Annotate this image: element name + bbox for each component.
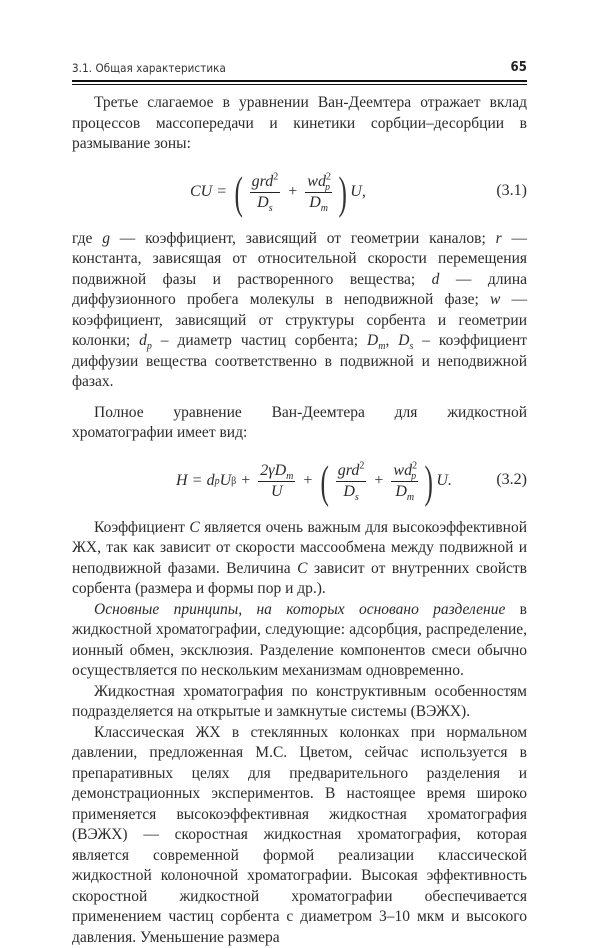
- eq-equals: =: [217, 182, 226, 203]
- sub: s: [269, 203, 273, 214]
- left-paren: (: [321, 450, 329, 514]
- eq-equals: =: [193, 471, 202, 492]
- eq-tail: U.: [436, 471, 452, 492]
- paragraph-7: Классическая ЖХ в стеклянных колонках при нормальном давлении, предложенная М.С. Цветом, сейчас используется в препаративных целях для предварительного разделения и демонстрационных экспериментов. В настоящее время широко применяется высокоэффективная жидкостная хроматография (ВЭЖХ) — скоростная жидкостная хроматография, которая является современной формой реализации классической жидкостной колоночной хроматографии. Высокая эффективность скоростной жидкостной хроматографии обеспечивается применением частиц сорбента с диаметром 3–10 мкм и высокого давления. Уменьшение размера: [72, 723, 527, 948]
- header-rule-thick: [72, 80, 527, 82]
- text: — коэффициент, зависящий от геометрии каналов;: [110, 230, 496, 247]
- var-r: r: [496, 230, 502, 247]
- sup: 2: [273, 172, 278, 183]
- frac-num: grd: [252, 173, 274, 190]
- text: зависит от внутренних свойств сорбента (размера и формы пор и др.).: [72, 560, 527, 598]
- sub: s: [409, 341, 413, 352]
- page-number: 65: [511, 60, 527, 75]
- text: — коэффициент, зависящий от структуры сорбента и геометрии колонки;: [72, 291, 527, 349]
- equation-3-2-body: H = d p U β + $\frac{2\gamma D_m}{U}$ + ( $\frac{grd^2}{D_s}$ + $\frac{wd^2_p}{D_m}$ ) U.: [176, 450, 452, 514]
- running-head: [72, 61, 527, 77]
- var-ds: D: [398, 332, 409, 349]
- text: — константа, зависящая от относительной скорости перемещения подвижной фазы и растворенного вещества;: [72, 230, 527, 288]
- plus: +: [303, 471, 312, 492]
- text: в жидкостной хроматографии, следующие: адсорбция, распределение, ионный обмен, эксклюзия. Разделение компонентов смеси обычно осуществляется по нескольким механизмам одновременно.: [72, 601, 527, 680]
- plus: +: [374, 471, 383, 492]
- var-g: g: [102, 230, 110, 247]
- emphasis-text: Основные принципы, на которых основано разделение: [94, 601, 505, 618]
- var-u: U: [220, 471, 232, 492]
- sub: p: [215, 476, 220, 487]
- body-text: [72, 93, 527, 948]
- frac-num: wd: [307, 173, 326, 190]
- text: – коэффициент диффузии вещества соответственно в подвижной и неподвижной фазах.: [72, 332, 527, 390]
- sub: m: [321, 203, 328, 214]
- eq-lhs: H: [176, 471, 188, 492]
- equation-3-1: [72, 161, 527, 225]
- sup: 2: [359, 461, 364, 472]
- fraction-grd2-ds: [250, 172, 281, 213]
- section-title: 3.1. Общая характеристика: [72, 61, 226, 75]
- paragraph-4: [72, 518, 527, 600]
- equation-3-2: [72, 450, 527, 514]
- text: является очень важным для высокоэффективной ЖХ, так как зависит от скорости массообмена между подвижной и неподвижной фазами. Величина: [72, 519, 527, 577]
- eq-tail: U,: [350, 182, 366, 203]
- paragraph-6: Жидкостная хроматография по конструктивным особенностям подразделяется на открытые и замкнутые системы (ВЭЖХ).: [72, 682, 527, 723]
- header-rule-thin: [72, 84, 527, 85]
- var-c: C: [297, 560, 307, 577]
- fraction-wdp2-dm: [391, 461, 418, 502]
- paragraph-3: Полное уравнение Ван-Деемтера для жидкостной хроматографии имеет вид:: [72, 403, 527, 444]
- frac-den: U: [271, 483, 283, 500]
- eq-lhs: CU: [190, 182, 212, 203]
- var-w: w: [490, 291, 500, 308]
- frac-den: D: [395, 483, 407, 500]
- sub: s: [355, 492, 359, 503]
- sub: m: [286, 471, 293, 482]
- sub: p: [325, 182, 330, 193]
- paragraph-5: [72, 600, 527, 682]
- frac-num: 2γD: [260, 462, 286, 479]
- frac-num: grd: [338, 462, 360, 479]
- plus: +: [288, 182, 297, 203]
- text: где: [72, 230, 102, 247]
- sub: m: [378, 341, 385, 352]
- sub: p: [147, 341, 152, 352]
- sub: m: [407, 492, 414, 503]
- equation-number: (3.1): [496, 181, 527, 202]
- plus: +: [241, 471, 250, 492]
- sup: 2: [412, 461, 417, 472]
- var-dm: D: [367, 332, 378, 349]
- right-paren: ): [425, 450, 433, 514]
- fraction-wdp2-dm: [305, 172, 332, 213]
- fraction-2gdm-u: [258, 461, 295, 502]
- equation-3-1-body: [190, 161, 366, 225]
- var-c: C: [189, 519, 199, 536]
- text: — длина диффузионного пробега молекулы в неподвижной фазе;: [72, 271, 527, 309]
- sup: 2: [326, 172, 331, 183]
- text: – диаметр частиц сорбента;: [152, 332, 367, 349]
- right-paren: ): [338, 161, 346, 225]
- paragraph-2: [72, 229, 527, 393]
- left-paren: (: [235, 161, 243, 225]
- frac-num: wd: [393, 462, 412, 479]
- equation-number: (3.2): [496, 470, 527, 491]
- var-d: d: [207, 471, 215, 492]
- paragraph-1: Третье слагаемое в уравнении Ван-Деемтера отражает вклад процессов массопередачи и кинетики сорбции–десорбции в размывание зоны:: [72, 93, 527, 155]
- text: Коэффициент: [94, 519, 189, 536]
- frac-den: D: [309, 194, 321, 211]
- frac-den: D: [257, 194, 269, 211]
- var-d: d: [432, 271, 440, 288]
- text: ,: [385, 332, 398, 349]
- sub: p: [411, 471, 416, 482]
- frac-den: D: [343, 483, 355, 500]
- var-dp: d: [139, 332, 147, 349]
- fraction-grd2-ds: [336, 461, 367, 502]
